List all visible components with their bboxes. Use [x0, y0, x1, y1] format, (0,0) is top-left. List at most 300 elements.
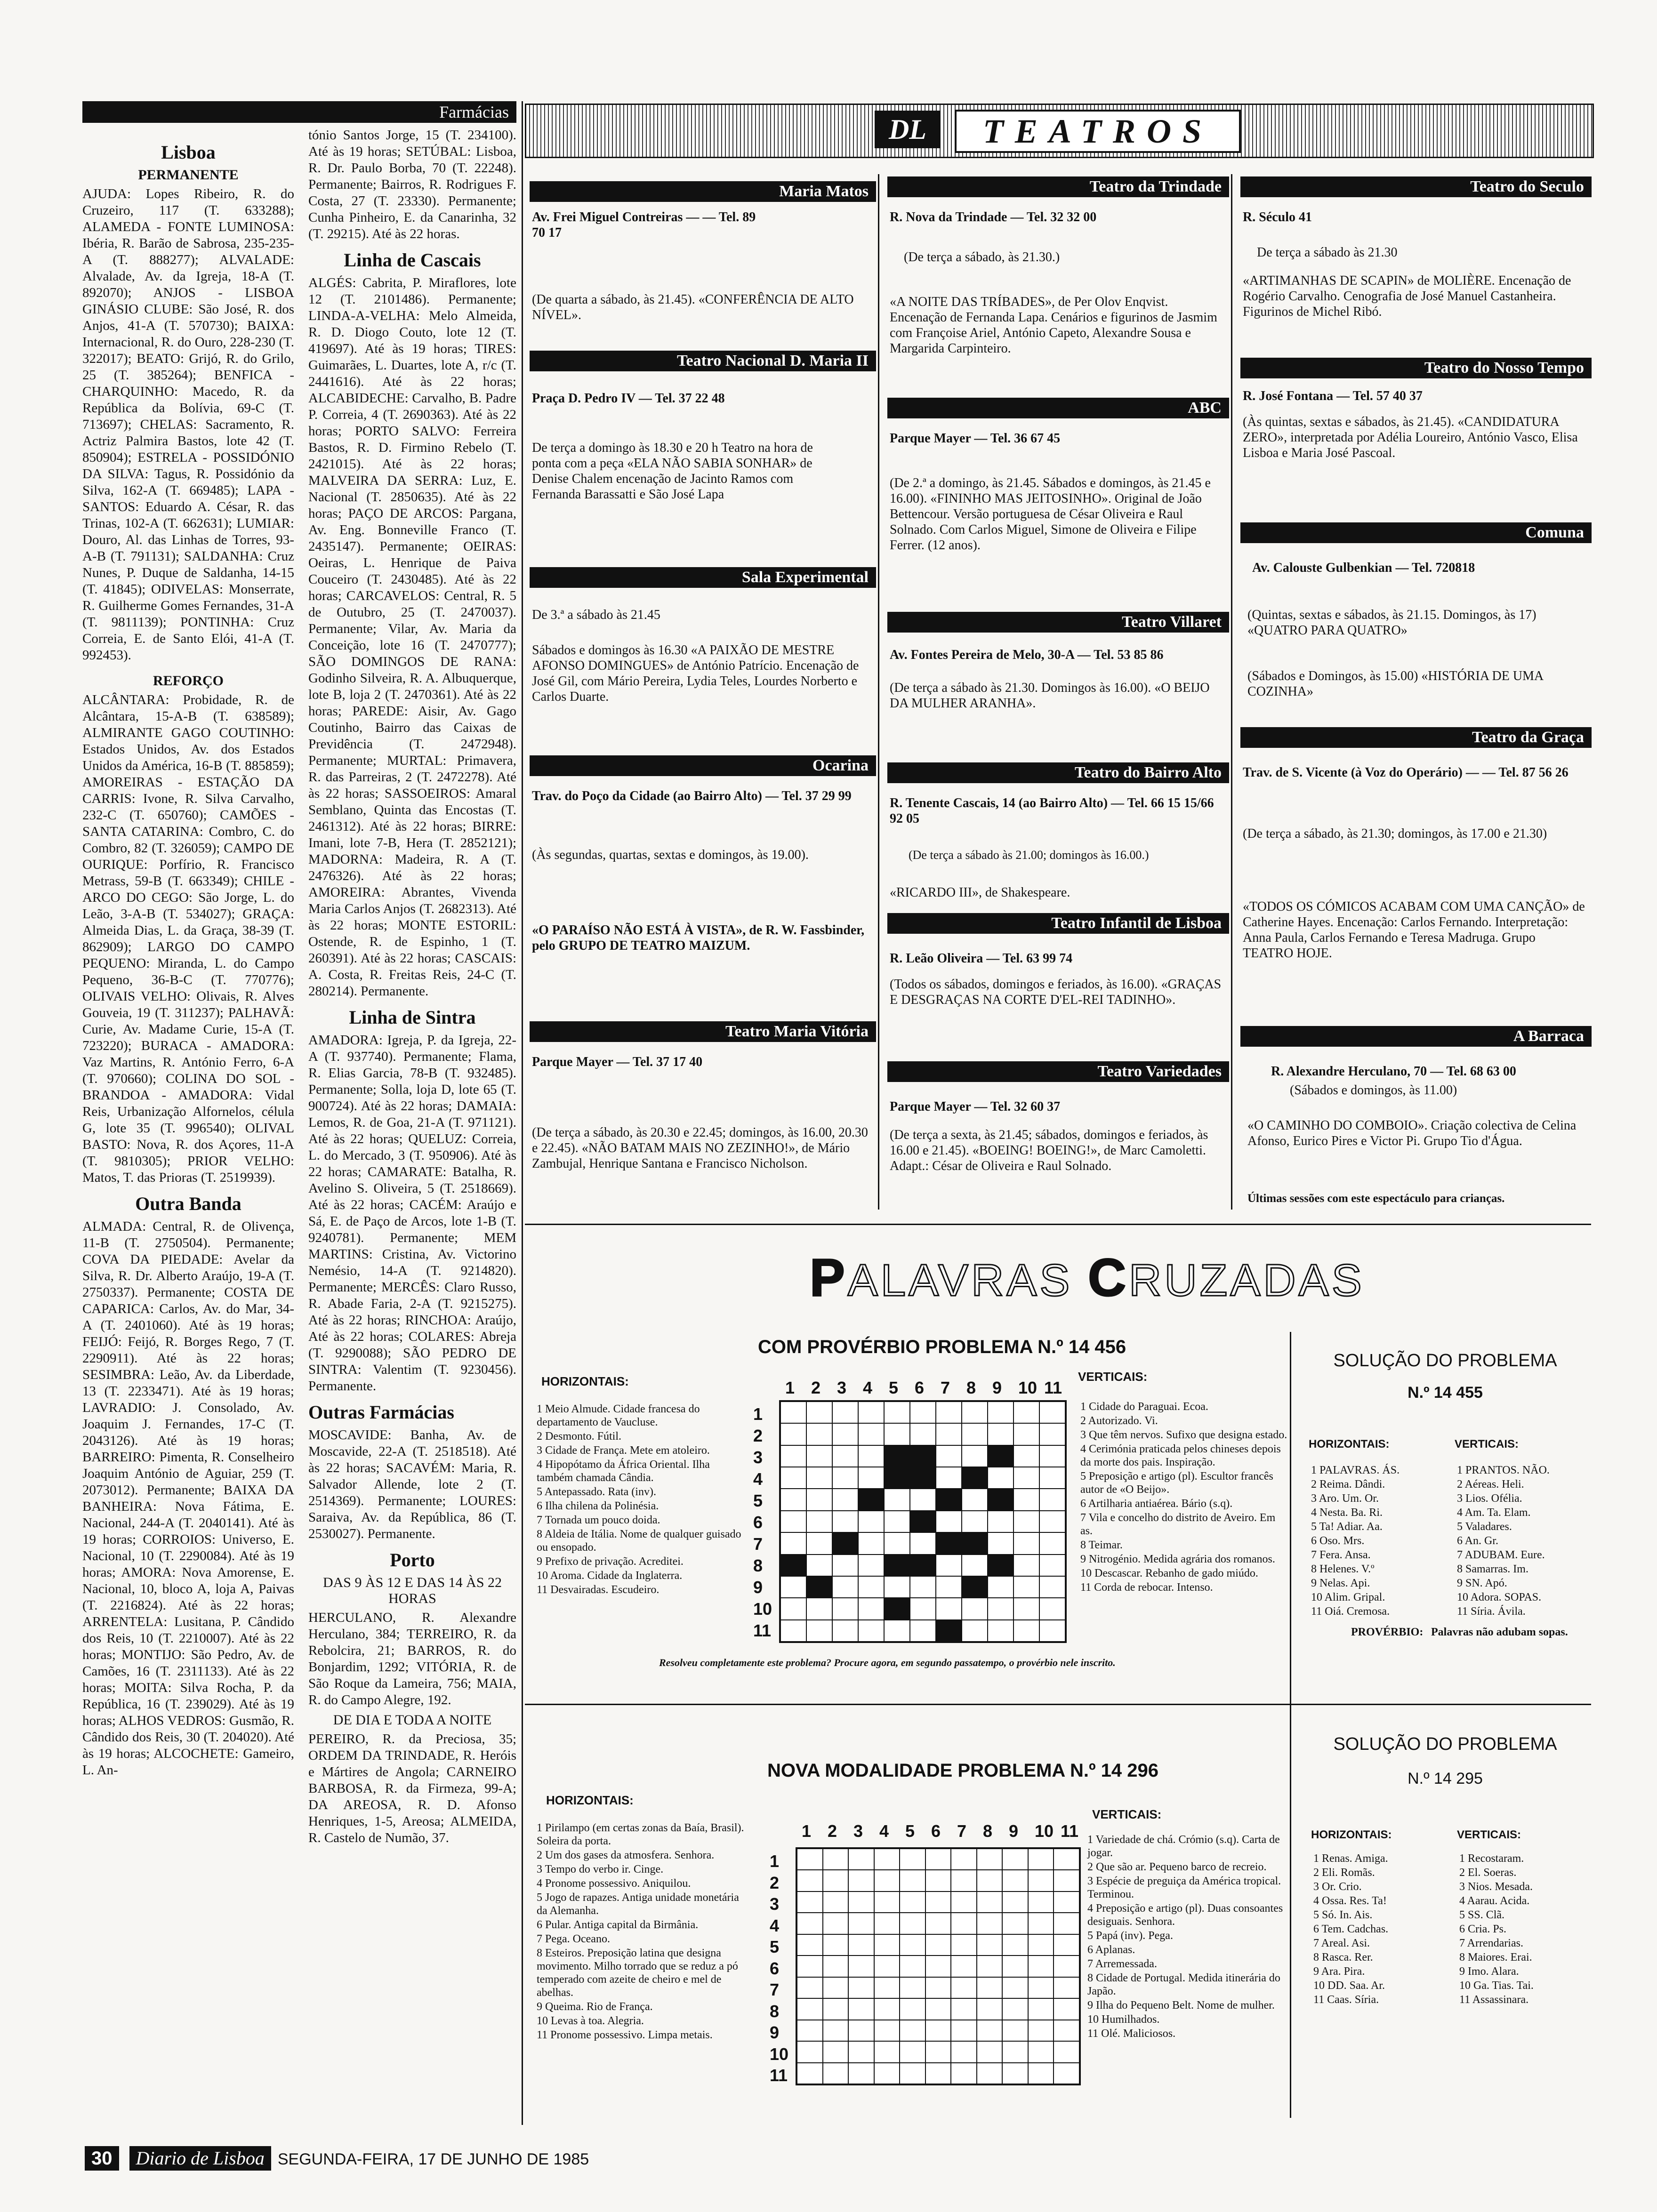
- pharmacy-column-2: [308, 127, 516, 2123]
- grid-cell: [1054, 2063, 1079, 2084]
- seculo-address: R. Século 41: [1243, 210, 1312, 224]
- problem2-row-numbers: [770, 1850, 793, 2090]
- grid-cell: [858, 1576, 884, 1598]
- grid-cell: [874, 1849, 900, 1870]
- grid-cell: [780, 1467, 806, 1489]
- grid-cell: [1039, 1620, 1065, 1642]
- pharmacy-list-porto: HERCULANO, R. Alexandre Herculano, 384; TERREIRO, R. da Rebolcira, 21; BARROS, R. do Bonjardim, 1292; VITÓRIA, R. de São Roque da Lameira, 756; MAIA, R. do Campo Alegre, 192.: [308, 1610, 516, 1707]
- clue-item: 2 Que são ar. Pequeno barco de recreio.: [1087, 1861, 1267, 1873]
- grid-cell: [925, 1870, 951, 1891]
- grid-cell: [874, 1998, 900, 2020]
- grid-cell: [874, 1977, 900, 1998]
- grid-cell: [910, 1511, 936, 1532]
- clue-item: 3 Tempo do verbo ir. Cinge.: [537, 1863, 664, 1875]
- barraca-info: «O CAMINHO DO COMBOIO». Criação colectiva de Celina Afonso, Eurico Pires e Victor Pi. Grupo Tio d'Água.: [1247, 1118, 1577, 1148]
- row-number: 7: [753, 1534, 763, 1554]
- grid-cell: [874, 1870, 900, 1891]
- grid-cell: [780, 1576, 806, 1598]
- grid-cell: [977, 1956, 1003, 1977]
- clue-item: 5 Jogo de rapazes. Antiga unidade monetária da Alemanha.: [537, 1891, 739, 1917]
- grid-cell: [780, 1555, 806, 1576]
- grid-cell: [977, 1891, 1003, 1913]
- maria-vitoria-bar: Teatro Maria Vitória: [530, 1021, 876, 1042]
- row-number: 4: [753, 1469, 763, 1489]
- row-number: 7: [770, 1980, 780, 1999]
- answer-item: 7 Arrendarias.: [1459, 1937, 1523, 1949]
- porto-heading: Porto: [390, 1549, 435, 1571]
- title-p: P: [810, 1248, 848, 1307]
- grid-cell: [823, 1913, 849, 1934]
- row-number: 4: [770, 1915, 780, 1935]
- grid-cell: [884, 1511, 910, 1532]
- answer-item: 5 SS. Clã.: [1459, 1909, 1505, 1921]
- grid-cell: [874, 1891, 900, 1913]
- bairro-alto-info2: «RICARDO III», de Shakespeare.: [890, 885, 1070, 900]
- grid-cell: [1014, 1489, 1039, 1510]
- variedades-address: Parque Mayer — Tel. 32 60 37: [890, 1099, 1061, 1114]
- grid-cell: [936, 1511, 962, 1532]
- grid-cell: [884, 1532, 910, 1554]
- solution2-vertical-answers: [1459, 1852, 1591, 2007]
- variedades-info: (De terça a sexta, às 21.45; sábados, domingos e feriados, às 16.00 e 21.45). «BOEING! BOEING!», de Marc Camoletti. Adapt.: César de Oliveira e Raul Solnado.: [890, 1128, 1208, 1173]
- answer-item: 5 Valadares.: [1457, 1521, 1512, 1533]
- row-number: 8: [770, 2001, 780, 2021]
- maria-vitoria-address: Parque Mayer — Tel. 37 17 40: [532, 1055, 703, 1069]
- maria-vitoria-info: (De terça a sábado, às 20.30 e 22.45; domingos, às 16.00, 20.30 e 22.45). «NÃO BATAM MAIS NO ZEZINHO!», de Mário Zambujal, Henrique Santana e Francisco Nicholson.: [532, 1125, 868, 1171]
- grid-cell: [832, 1402, 858, 1423]
- grid-cell: [884, 1423, 910, 1445]
- grid-cell: [988, 1598, 1014, 1619]
- grid-cell: [797, 1891, 823, 1913]
- pharmacy-list-lisboa: AJUDA: Lopes Ribeiro, R. do Cruzeiro, 117 (T. 633288); ALAMEDA - FONTE LUMINOSA: Ibéria, R. Barão de Sabrosa, 235-235-A (T. 888277); ALVALADE: Alvalade, Av. da Igreja, 18-A (T. 892070); ANJOS - LISBOA GINÁSIO CLUBE: São José, R. dos Anjos, 41-A (T. 570730); BAIXA: Internacional, R. do Ouro, 228-230 (T. 322017); BEATO: Grijó, R. do Grilo, 25 (T. 385264); BENFICA - CHARQUINHO: Macedo, R. da República da Bolívia, 69-C (T. 713697); CHELAS: Sacramento, R. Actriz Palmira Bastos, lote 42 (T. 850904); ESTRELA - POSSIDÓNIO DA SILVA: Tagus, R. Possidónio da Silva, 162-A (T. 669485); LAPA - SANTOS: Eduardo A. César, R. das Trinas, 102-A (T. 662631); LUMIAR: Douro, Al. das Linhas de Torres, 93-A-B (T. 791131); SALDANHA: Cruz Nunes, P. Duque de Saldanha, 14-15 (T. 41845); ODIVELAS: Monserrate, R. Guilherme Gomes Fernandes, 31-A (T. 9811139); PONTINHA: Cruz Correia, E. de Santo Elói, 41-A (T. 992453).: [82, 186, 294, 663]
- grid-cell: [936, 1423, 962, 1445]
- clue-item: 9 Prefixo de privação. Acreditei.: [537, 1555, 684, 1568]
- grid-cell: [858, 1489, 884, 1510]
- clue-item: 9 Ilha do Pequeno Belt. Nome de mulher.: [1087, 1999, 1275, 2012]
- grid-cell: [1039, 1402, 1065, 1423]
- grid-cell: [951, 1956, 977, 1977]
- answer-item: 3 Lios. Ofélia.: [1457, 1492, 1522, 1505]
- solution1-verticais: VERTICAIS:: [1455, 1438, 1519, 1451]
- grid-cell: [988, 1467, 1014, 1489]
- problem1-title: COM PROVÉRBIO PROBLEMA N.º 14 456: [758, 1337, 1126, 1357]
- grid-cell: [797, 1998, 823, 2020]
- bairro-alto-bar: Teatro do Bairro Alto: [887, 762, 1229, 783]
- clue-item: 8 Teimar.: [1080, 1539, 1123, 1551]
- grid-cell: [951, 1977, 977, 1998]
- grid-cell: [1039, 1598, 1065, 1619]
- grid-cell: [832, 1555, 858, 1576]
- clue-item: 1 Meio Almude. Cidade francesa do departamento de Vaucluse.: [537, 1403, 700, 1428]
- row-number: 2: [753, 1426, 763, 1445]
- grid-cell: [1028, 1913, 1054, 1934]
- grid-cell: [925, 1891, 951, 1913]
- answer-item: 8 Rasca. Rer.: [1313, 1951, 1373, 1964]
- grid-cell: [1014, 1423, 1039, 1445]
- grid-cell: [1002, 1934, 1028, 1956]
- grid-cell: [1014, 1467, 1039, 1489]
- trindade-address: R. Nova da Trindade — Tel. 32 32 00: [890, 210, 1097, 224]
- grid-cell: [1002, 1998, 1028, 2020]
- comuna-bar: Comuna: [1240, 522, 1592, 543]
- grid-cell: [925, 1956, 951, 1977]
- column-number: 5: [905, 1821, 915, 1841]
- nosso-tempo-address: R. José Fontana — Tel. 57 40 37: [1243, 389, 1423, 403]
- grid-cell: [848, 2041, 874, 2062]
- clue-item: 1 Variedade de chá. Crómio (s.q). Carta de jogar.: [1087, 1834, 1280, 1859]
- grid-cell: [988, 1555, 1014, 1576]
- answer-item: 6 An. Gr.: [1457, 1535, 1499, 1547]
- graca-address: Trav. de S. Vicente (à Voz do Operário) — — Tel. 87 56 26: [1243, 765, 1569, 780]
- grid-cell: [1054, 1891, 1079, 1913]
- grid-cell: [925, 1998, 951, 2020]
- seculo-bar: Teatro do Seculo: [1240, 176, 1592, 197]
- problem1-note: Resolveu completamente este problema? Procure agora, em segundo passatempo, o provérbio nele inscrito.: [659, 1657, 1116, 1668]
- grid-cell: [823, 1956, 849, 1977]
- grid-cell: [1028, 1849, 1054, 1870]
- answer-item: 7 Fera. Ansa.: [1311, 1549, 1371, 1561]
- barraca-note: Últimas sessões com este espectáculo para crianças.: [1247, 1192, 1505, 1205]
- grid-cell: [823, 1849, 849, 1870]
- solution-divider: [1290, 1332, 1291, 2118]
- issue-date: SEGUNDA-FEIRA, 17 DE JUNHO DE 1985: [277, 2150, 589, 2168]
- answer-item: 10 DD. Saa. Ar.: [1313, 1980, 1385, 1992]
- column-number: 10: [1018, 1378, 1038, 1397]
- grid-cell: [848, 1891, 874, 1913]
- answer-item: 10 Alim. Gripal.: [1311, 1591, 1385, 1603]
- abc-bar: ABC: [887, 398, 1229, 418]
- grid-cell: [962, 1576, 988, 1598]
- grid-cell: [884, 1445, 910, 1467]
- problem2-vertical-clues: [1087, 1833, 1285, 2041]
- graca-info2: «TODOS OS CÓMICOS ACABAM COM UMA CANÇÃO» de Catherine Hayes. Encenação: Carlos Fernando. Interpretação: Anna Paula, Carlos Fernando e Teresa Madruga. Grupo TEATRO HOJE.: [1243, 899, 1585, 961]
- grid-cell: [806, 1489, 832, 1510]
- grid-cell: [874, 1934, 900, 1956]
- column-number: 7: [957, 1821, 967, 1841]
- clue-item: 10 Descascar. Rebanho de gado miúdo.: [1080, 1567, 1258, 1579]
- row-number: 9: [753, 1578, 763, 1597]
- infantil-info: (Todos os sábados, domingos e feriados, às 16.00). «GRAÇAS E DESGRAÇAS NA CORTE D'EL-REI TADINHO».: [890, 977, 1222, 1007]
- abc-info: (De 2.ª a domingo, às 21.45. Sábados e domingos, às 21.45 e 16.00). «FININHO MAS JEITOSINHO». Original de João Bettencour. Versão portuguesa de César Oliveira e Raul Solnado. Com Carlos Miguel, Simone de Oliveira e Filipe Ferrer. (12 anos).: [890, 476, 1211, 553]
- clue-item: 9 Nitrogénio. Medida agrária dos romanos.: [1080, 1553, 1275, 1565]
- grid-cell: [806, 1423, 832, 1445]
- grid-cell: [1014, 1532, 1039, 1554]
- grid-cell: [1002, 2063, 1028, 2084]
- problem1-row-numbers: [753, 1403, 777, 1643]
- answer-item: 10 Adora. SOPAS.: [1457, 1591, 1542, 1603]
- problem2-column-numbers: [798, 1821, 1080, 1842]
- clue-item: 3 Que têm nervos. Sufixo que designa estado.: [1080, 1429, 1287, 1441]
- nacional-address: Praça D. Pedro IV — Tel. 37 22 48: [532, 391, 725, 406]
- villaret-bar: Teatro Villaret: [887, 612, 1229, 633]
- grid-cell: [925, 1934, 951, 1956]
- grid-cell: [832, 1467, 858, 1489]
- teatros-banner: [525, 104, 1594, 158]
- clue-item: 1 Pirilampo (em certas zonas da Baía, Brasil). Soleira da porta.: [537, 1822, 744, 1847]
- grid-cell: [797, 1934, 823, 1956]
- grid-cell: [951, 1849, 977, 1870]
- problem2-horizontais-label: HORIZONTAIS:: [546, 1793, 634, 1807]
- clue-item: 6 Ilha chilena da Polinésia.: [537, 1500, 659, 1512]
- grid-cell: [988, 1576, 1014, 1598]
- linha-cascais-heading: Linha de Cascais: [344, 249, 481, 271]
- grid-cell: [848, 1934, 874, 1956]
- comuna-address: Av. Calouste Gulbenkian — Tel. 720818: [1252, 561, 1475, 575]
- grid-cell: [1014, 1511, 1039, 1532]
- clue-item: 6 Artilharia antiaérea. Bário (s.q).: [1080, 1498, 1233, 1510]
- problem1-vertical-clues: [1080, 1400, 1287, 1595]
- row-number: 9: [770, 2023, 780, 2042]
- grid-cell: [962, 1555, 988, 1576]
- title-alavras: ALAVRAS: [847, 1255, 1073, 1306]
- clue-item: 5 Antepassado. Rata (inv).: [537, 1486, 656, 1498]
- solution1-horizontais: HORIZONTAIS:: [1309, 1438, 1390, 1451]
- row-number: 11: [753, 1621, 772, 1640]
- grid-cell: [962, 1598, 988, 1619]
- answer-item: 2 El. Soeras.: [1459, 1867, 1517, 1879]
- barraca-address: R. Alexandre Herculano, 70 — Tel. 68 63 00: [1271, 1064, 1516, 1079]
- column-number: 8: [966, 1378, 976, 1397]
- clue-item: 8 Cidade de Portugal. Medida itinerária do Japão.: [1087, 1972, 1280, 1997]
- grid-cell: [988, 1423, 1014, 1445]
- clue-item: 4 Cerimónia praticada pelos chineses depois da morte dos pais. Inspiração.: [1080, 1443, 1281, 1468]
- grid-cell: [988, 1445, 1014, 1467]
- grid-cell: [936, 1576, 962, 1598]
- grid-cell: [977, 2041, 1003, 2062]
- problem2-verticais-label: VERTICAIS:: [1092, 1807, 1162, 1821]
- grid-cell: [1028, 2063, 1054, 2084]
- grid-cell: [900, 1913, 925, 1934]
- grid-cell: [797, 1913, 823, 1934]
- grid-cell: [1028, 2020, 1054, 2041]
- column-number: 2: [828, 1821, 837, 1841]
- answer-item: 11 Síria. Ávila.: [1457, 1605, 1526, 1618]
- column-number: 1: [802, 1821, 812, 1841]
- clue-item: 2 Desmonto. Fútil.: [537, 1430, 622, 1443]
- sala-experimental-info2: Sábados e domingos às 16.30 «A PAIXÃO DE MESTRE AFONSO DOMINGUES» de António Patrício. Encenação de José Gil, com Mário Pereira, Lydia Teles, Lourdes Norberto e Carlos Duarte.: [532, 643, 859, 704]
- grid-cell: [1028, 1870, 1054, 1891]
- grid-cell: [1039, 1467, 1065, 1489]
- answer-item: 11 Caas. Síria.: [1313, 1994, 1379, 2006]
- grid-cell: [884, 1620, 910, 1642]
- grid-cell: [900, 1934, 925, 1956]
- grid-cell: [1054, 1913, 1079, 1934]
- grid-cell: [988, 1532, 1014, 1554]
- newspaper-name: Diario de Lisboa: [129, 2146, 271, 2171]
- grid-cell: [936, 1445, 962, 1467]
- grid-cell: [936, 1489, 962, 1510]
- answer-item: 9 SN. Apó.: [1457, 1577, 1507, 1589]
- clue-item: 3 Espécie de preguiça da América tropical. Terminou.: [1087, 1875, 1281, 1900]
- column-number: 4: [879, 1821, 889, 1841]
- grid-cell: [806, 1532, 832, 1554]
- crossword-top-rule: [525, 1224, 1591, 1225]
- grid-cell: [1039, 1532, 1065, 1554]
- grid-cell: [1002, 1891, 1028, 1913]
- grid-cell: [900, 1977, 925, 1998]
- grid-cell: [874, 1956, 900, 1977]
- problem1-grid: [779, 1400, 1067, 1643]
- answer-item: 5 Ta! Adiar. Aa.: [1311, 1521, 1383, 1533]
- grid-cell: [951, 2020, 977, 2041]
- answer-item: 4 Ossa. Res. Ta!: [1313, 1895, 1387, 1907]
- problem1-horizontal-clues: [537, 1403, 744, 1597]
- bairro-alto-info: (De terça a sábado às 21.00; domingos às 16.00.): [909, 848, 1149, 862]
- clue-item: 10 Aroma. Cidade da Inglaterra.: [537, 1570, 683, 1582]
- answer-item: 6 Cria. Ps.: [1459, 1923, 1507, 1935]
- grid-cell: [780, 1489, 806, 1510]
- grid-cell: [977, 1849, 1003, 1870]
- grid-cell: [1028, 2041, 1054, 2062]
- comuna-info: (Quintas, sextas e sábados, às 21.15. Domingos, às 17) «QUATRO PARA QUATRO»: [1247, 608, 1536, 638]
- grid-cell: [1054, 1870, 1079, 1891]
- grid-cell: [925, 1977, 951, 1998]
- grid-cell: [910, 1620, 936, 1642]
- clue-item: 4 Hipopótamo da África Oriental. Ilha também chamada Cândia.: [537, 1459, 710, 1484]
- grid-cell: [936, 1555, 962, 1576]
- theatre-divider-1: [878, 174, 879, 1210]
- grid-cell: [925, 2063, 951, 2084]
- pharmacy-list-cascais: ALGÉS: Cabrita, P. Miraflores, lote 12 (T. 2101486). Permanente; LINDA-A-VELHA: Melo Almeida, R. D. Diogo Couto, lote 12 (T. 419697). Até às 19 horas; TIRES: Guimarães, L. Duartes, lote A, r/c (T. 2441616). Até às 22 horas; ALCABIDECHE: Carvalho, B. Padre P. Correia, 4 (T. 2690363). Até às 22 horas; PORTO SALVO: Ferreira Bastos, R. D. Firmino Rebelo (T. 2421015). Até às 22 horas; MALVEIRA DA SERRA: Luz, E. Nacional (T. 2850635). Até às 22 horas; PAÇO DE ARCOS: Pargana, Av. Eng. Bonneville Franco (T. 2435147). Permanente; OEIRAS: Oeiras, L. Henrique de Paiva Couceiro (T. 2430485). Até às 22 horas; CARCAVELOS: Central, R. 5 de Outubro, 25 (T. 2470037). Permanente; Vilar, Av. Maria da Conceição, lote 16 (T. 2470777); SÃO DOMINGOS DE RANA: Godinho Silveira, R. A. Albuquerque, lote B, loja 2 (T. 2470361). Até às 22 horas; PAREDE: Aisir, Av. Gago Coutinho, Bairro das Caixas de Previdência (T. 2472948). Permanente; MURTAL: Primavera, R. das Parreiras, 2 (T. 2472278). Até às 22 horas; SASSOEIROS: Amaral Semblano, Quinta das Encostas (T. 2461312). Até às 22 horas; BIRRE: Imani, lote 7-B, Hera (T. 2852121); MADORNA: Madeira, R. A (T. 2476326). Até às 22 horas; AMOREIRA: Abrantes, Vivenda Maria Carlos Anjos (T. 2682313). Até às 22 horas; MONTE ESTORIL: Ostende, R. de Espinho, 1 (T. 260391). Até às 22 horas; CASCAIS: A. Costa, R. Freitas Reis, 24-C (T. 280214). Permanente.: [308, 275, 516, 999]
- grid-cell: [1002, 2020, 1028, 2041]
- grid-cell: [848, 1998, 874, 2020]
- clue-item: 2 Um dos gases da atmosfera. Senhora.: [537, 1849, 715, 1861]
- grid-cell: [806, 1511, 832, 1532]
- grid-cell: [951, 2063, 977, 2084]
- grid-cell: [988, 1402, 1014, 1423]
- row-number: 8: [753, 1556, 763, 1575]
- column-number: 5: [889, 1378, 899, 1397]
- maria-matos-bar: Maria Matos: [530, 181, 876, 202]
- grid-cell: [962, 1423, 988, 1445]
- problem2-horizontal-clues: [537, 1821, 748, 2043]
- grid-cell: [910, 1445, 936, 1467]
- row-number: 6: [770, 1958, 780, 1978]
- clue-item: 8 Esteiros. Preposição latina que designa movimento. Milho torrado que se reduz a pó temperado com azeite de cheiro e mel de abelhas.: [537, 1947, 738, 1999]
- trindade-info: (De terça a sábado, às 21.30.): [904, 250, 1060, 264]
- grid-cell: [780, 1511, 806, 1532]
- pharmacy-list-outra-banda: ALMADA: Central, R. de Olivença, 11-B (T. 2750504). Permanente; COVA DA PIEDADE: Avelar da Silva, R. Dr. Alberto Araújo, 19-A (T. 2750337). Permanente; COSTA DE CAPARICA: Carlos, Av. do Mar, 34-A (T. 2401060). Até às 19 horas; FEIJÓ: Feijó, R. Borges Rego, 7 (T. 2290911). Até às 22 horas; SESIMBRA: Leão, Av. da Liberdade, 13 (T. 2233471). Até às 19 horas; LAVRADIO: J. Consolado, Av. Joaquim J. Fernandes, 17-C (T. 2043126). Até às 19 horas; BARREIRO: Pimenta, R. Conselheiro Joaquim António de Aguiar, 259 (T. 2073012). Permanente; BAIXA DA BANHEIRA: Nova Fátima, E. Nacional, 244-A (T. 2040141). Até às 19 horas; CORROIOS: Universo, E. Nacional, 10 (T. 2290084). Até às 19 horas; AMORA: Nova Amorense, E. Nacional, 10, bloco A, loja A, Paivas (T. 2216824). Até às 22 horas; ARRENTELA: Lusitana, P. Cândido dos Reis, 10 (T. 2210007). Até às 22 horas; MONTIJO: São Pedro, Av. de Camões, 16 (T. 2311133). Até às 22 horas; MOITA: Silva Rocha, P. da República, 16 (T. 239029). Até às 19 horas; ALHOS VEDROS: Gusmão, R. Cândido dos Reis, 30 (T. 204020). Até às 19 horas; ALCOCHETE: Gameiro, L. An-: [82, 1219, 294, 1778]
- grid-cell: [874, 1913, 900, 1934]
- grid-cell: [1039, 1445, 1065, 1467]
- grid-cell: [951, 1934, 977, 1956]
- ocarina-bar: Ocarina: [530, 755, 876, 776]
- sala-experimental-info: De 3.ª a sábado às 21.45: [532, 608, 660, 622]
- problem2-title: NOVA MODALIDADE PROBLEMA N.º 14 296: [767, 1760, 1159, 1781]
- graca-bar: Teatro da Graça: [1240, 727, 1592, 748]
- answer-item: 11 Assassinara.: [1459, 1994, 1529, 2006]
- grid-cell: [900, 2020, 925, 2041]
- grid-cell: [977, 1998, 1003, 2020]
- answer-item: 9 Imo. Alara.: [1459, 1965, 1519, 1978]
- variedades-bar: Teatro Variedades: [887, 1061, 1229, 1082]
- grid-cell: [884, 1489, 910, 1510]
- grid-cell: [977, 2063, 1003, 2084]
- ocarina-address: Trav. do Poço da Cidade (ao Bairro Alto) — Tel. 37 29 99: [532, 789, 852, 803]
- grid-cell: [832, 1445, 858, 1467]
- answer-item: 1 PRANTOS. NÃO.: [1457, 1464, 1550, 1476]
- nosso-tempo-bar: Teatro do Nosso Tempo: [1240, 358, 1592, 378]
- grid-cell: [1028, 1956, 1054, 1977]
- row-number: 3: [770, 1894, 780, 1914]
- grid-cell: [900, 2041, 925, 2062]
- column-divider: [522, 101, 523, 2125]
- clue-item: 10 Humilhados.: [1087, 2013, 1160, 2026]
- grid-cell: [951, 1870, 977, 1891]
- answer-item: 3 Or. Crio.: [1313, 1881, 1362, 1893]
- grid-cell: [780, 1402, 806, 1423]
- porto-night-hours: DE DIA E TODA A NOITE: [333, 1712, 492, 1728]
- grid-cell: [806, 1576, 832, 1598]
- answer-item: 9 Nelas. Api.: [1311, 1577, 1370, 1589]
- answer-item: 1 Recostaram.: [1459, 1852, 1524, 1865]
- grid-cell: [977, 1977, 1003, 1998]
- grid-cell: [962, 1532, 988, 1554]
- grid-cell: [1002, 1956, 1028, 1977]
- pharmacy-list-outras: MOSCAVIDE: Banha, Av. de Moscavide, 22-A (T. 2518518). Até às 22 horas; SACAVÉM: Maria, R. Salvador Allende, lote 2 (T. 2514369). Permanente; LOURES: Saraiva, Av. da República, 86 (T. 2530027). Permanente.: [308, 1427, 516, 1541]
- grid-cell: [1002, 1977, 1028, 1998]
- grid-cell: [910, 1489, 936, 1510]
- grid-cell: [1028, 1891, 1054, 1913]
- clue-item: 8 Aldeia de Itália. Nome de qualquer guisado ou ensopado.: [537, 1528, 741, 1554]
- grid-cell: [797, 1849, 823, 1870]
- solution2-verticais: VERTICAIS:: [1457, 1828, 1521, 1841]
- farmacias-header: [82, 101, 516, 123]
- column-number: 11: [1061, 1821, 1079, 1841]
- grid-cell: [962, 1467, 988, 1489]
- grid-cell: [832, 1423, 858, 1445]
- grid-cell: [1054, 1998, 1079, 2020]
- column-number: 3: [837, 1378, 847, 1397]
- pharmacy-list-reforco: ALCÂNTARA: Probidade, R. de Alcântara, 15-A-B (T. 638589); ALMIRANTE GAGO COUTINHO: Estados Unidos, Av. dos Estados Unidos da América, 16-B (T. 885859); AMOREIRAS - ESTAÇÃO DA CARRIS: Ivone, R. Silva Carvalho, 232-C (T. 650760); CAMÕES - SANTA CATARINA: Combro, C. do Combro, 82 (T. 326059); CAMPO DE OURIQUE: Porfírio, R. Francisco Metrass, 59-B (T. 663349); CHILE - ARCO DO CEGO: São Jorge, L. do Leão, 3-A-B (T. 534027); GRAÇA: Almeida Dias, L. da Graça, 38-39 (T. 862909); LARGO DO CAMPO PEQUENO: Miranda, L. do Campo Pequeno, 36-B-C (T. 770776); OLIVAIS VELHO: Olivais, R. Alves Gouveia, 19 (T. 311237); PALHAVÃ: Curie, Av. Madame Curie, 15-A (T. 723220); BURACA - AMADORA: Vaz Martins, R. António Ferro, 6-A (T. 970660); COLINA DO SOL - BRANDOA - AMADORA: Vidal Reis, Urbanização Alfornelos, célula G, lote 35 (T. 996540); OLIVAL BASTO: Nova, R. dos Açores, 11-A (T. 9810305); PRIOR VELHO: Matos, T. das Prioras (T. 2519939).: [82, 692, 294, 1185]
- grid-cell: [858, 1402, 884, 1423]
- grid-cell: [1014, 1402, 1039, 1423]
- clue-item: 7 Pega. Oceano.: [537, 1933, 610, 1945]
- barraca-bar: A Barraca: [1240, 1026, 1592, 1047]
- grid-cell: [910, 1598, 936, 1619]
- dl-logo: DL: [875, 111, 941, 148]
- outra-banda-heading: Outra Banda: [135, 1193, 241, 1214]
- grid-cell: [977, 2020, 1003, 2041]
- clue-item: 7 Arremessada.: [1087, 1958, 1157, 1970]
- grid-cell: [900, 1956, 925, 1977]
- grid-cell: [910, 1555, 936, 1576]
- grid-cell: [951, 1998, 977, 2020]
- grid-cell: [988, 1489, 1014, 1510]
- grid-cell: [910, 1467, 936, 1489]
- answer-item: 9 Ara. Pira.: [1313, 1965, 1365, 1978]
- grid-cell: [797, 2041, 823, 2062]
- grid-cell: [910, 1532, 936, 1554]
- grid-cell: [910, 1423, 936, 1445]
- grid-cell: [823, 2041, 849, 2062]
- trindade-bar: Teatro da Trindade: [887, 176, 1229, 197]
- answer-item: 3 Aro. Um. Or.: [1311, 1492, 1379, 1505]
- grid-cell: [858, 1467, 884, 1489]
- grid-cell: [900, 1870, 925, 1891]
- grid-cell: [874, 2041, 900, 2062]
- grid-cell: [962, 1511, 988, 1532]
- answer-item: 7 ADUBAM. Eure.: [1457, 1549, 1545, 1561]
- grid-cell: [900, 1891, 925, 1913]
- grid-cell: [823, 1891, 849, 1913]
- pharmacy-column-1: [82, 127, 294, 2123]
- column-number: 8: [983, 1821, 993, 1841]
- grid-cell: [962, 1620, 988, 1642]
- maria-matos-info: (De quarta a sábado, às 21.45). «CONFERÊNCIA DE ALTO NÍVEL».: [532, 292, 854, 322]
- grid-cell: [823, 2063, 849, 2084]
- solution2-horizontais: HORIZONTAIS:: [1311, 1828, 1392, 1841]
